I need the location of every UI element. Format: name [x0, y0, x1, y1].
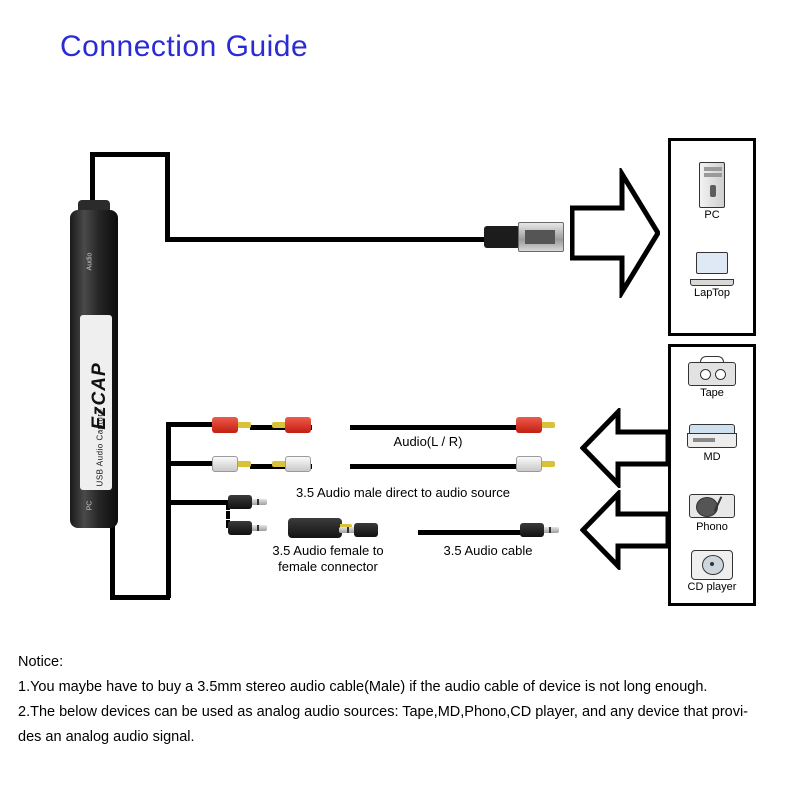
wire-35-cable-run — [418, 530, 528, 535]
jack-body — [228, 521, 252, 535]
rca-barrel — [285, 456, 311, 472]
rca-tip — [238, 422, 251, 428]
wire-usb-horizontal-run — [165, 237, 495, 242]
device-item-tape — [668, 356, 756, 399]
device-item-pc — [668, 162, 756, 221]
wire-rca-white-long — [350, 464, 518, 469]
rca-tip — [542, 461, 555, 467]
jack-body — [520, 523, 544, 537]
tower-bay-2 — [704, 173, 722, 177]
device-item-cd-label: CD player — [687, 581, 737, 593]
device-item-laptop-label: LapTop — [693, 287, 731, 299]
laptop-base — [690, 279, 734, 286]
rca-tip — [272, 461, 285, 467]
wire-branch-jack — [166, 500, 228, 505]
notice-line-1: 1.You maybe have to buy a 3.5mm stereo audio cable(Male) if the audio cable of device is not long enough. — [18, 679, 708, 695]
device-port-pc-label: PC — [86, 500, 94, 511]
usb-plug-housing — [484, 226, 520, 248]
rca-tip — [238, 461, 251, 467]
device-item-cd — [668, 550, 756, 593]
jack-pin — [339, 527, 354, 533]
device-subtitle-text: USB Audio Capture — [95, 408, 105, 487]
device-label-panel — [80, 315, 112, 490]
jack-body — [354, 523, 378, 537]
device-item-laptop — [668, 252, 756, 299]
jack-pin — [252, 499, 267, 505]
device-item-md-label: MD — [703, 451, 721, 463]
device-item-tape-label: Tape — [700, 387, 724, 399]
minidisc-player-icon — [687, 424, 737, 450]
tape-speaker-left — [700, 369, 711, 380]
arrow-from-sources-bottom-icon — [580, 490, 670, 570]
tower-bay-1 — [704, 167, 722, 171]
cd-player-icon — [691, 550, 733, 580]
jack-pin — [544, 527, 559, 533]
wire-usb-horizontal-top — [90, 152, 170, 157]
rca-barrel — [516, 456, 542, 472]
notice-line-2: 2.The below devices can be used as analog audio sources: Tape,MD,Phono,CD player, and any device that provi- — [18, 704, 749, 720]
wire-usb-vertical-mid — [165, 152, 170, 242]
md-slot — [693, 438, 715, 442]
laptop-screen — [696, 252, 728, 274]
rca-tip — [272, 422, 285, 428]
notice-block — [18, 650, 786, 750]
wire-branch-red — [166, 422, 212, 427]
caption-female-coupler-line1: 3.5 Audio female to — [272, 543, 384, 558]
device-item-pc-label: PC — [704, 209, 720, 221]
rca-barrel — [516, 417, 542, 433]
arrow-to-computers-icon — [570, 168, 660, 298]
desktop-tower-icon — [699, 162, 725, 208]
device-port-audio-label: Audio — [86, 252, 94, 271]
tape-body — [688, 362, 736, 386]
notice-line-3: des an analog audio signal. — [18, 729, 195, 745]
wire-branch-white — [166, 461, 212, 466]
caption-female-coupler-line2: female connector — [278, 559, 378, 574]
caption-direct-to-source: 3.5 Audio male direct to audio source — [296, 485, 510, 500]
caption-audio-lr: Audio(L / R) — [393, 434, 463, 449]
caption-audio-cable: 3.5 Audio cable — [443, 543, 533, 558]
jack-body — [228, 495, 252, 509]
rca-barrel — [285, 417, 311, 433]
laptop-icon — [690, 252, 734, 286]
wire-audio-trunk-horizontal — [110, 595, 170, 600]
usb-plug-contact — [518, 222, 564, 252]
arrow-from-sources-top-icon — [580, 408, 670, 488]
rca-tip — [542, 422, 555, 428]
usb-plug-icon — [484, 222, 564, 252]
jack-pin — [252, 525, 267, 531]
device-item-phono-label: Phono — [696, 521, 728, 533]
tape-speaker-right — [715, 369, 726, 380]
device-body — [70, 210, 118, 528]
wire-rca-red-long — [350, 425, 518, 430]
device-item-md — [668, 424, 756, 463]
page-title: Connection Guide — [60, 30, 309, 63]
tower-power-button — [710, 185, 716, 197]
turntable-icon — [689, 488, 735, 520]
notice-heading: Notice: — [18, 654, 64, 670]
cd-hub — [710, 562, 714, 566]
device-brand-text: EzCAP — [89, 362, 110, 430]
rca-barrel — [212, 456, 238, 472]
device-item-phono — [668, 488, 756, 533]
coupler-female-to-female — [288, 518, 342, 538]
cassette-tape-icon — [688, 356, 736, 386]
ezcap-usb-audio-capture-device — [68, 200, 120, 530]
wire-audio-riser — [166, 422, 171, 598]
rca-barrel — [212, 417, 238, 433]
